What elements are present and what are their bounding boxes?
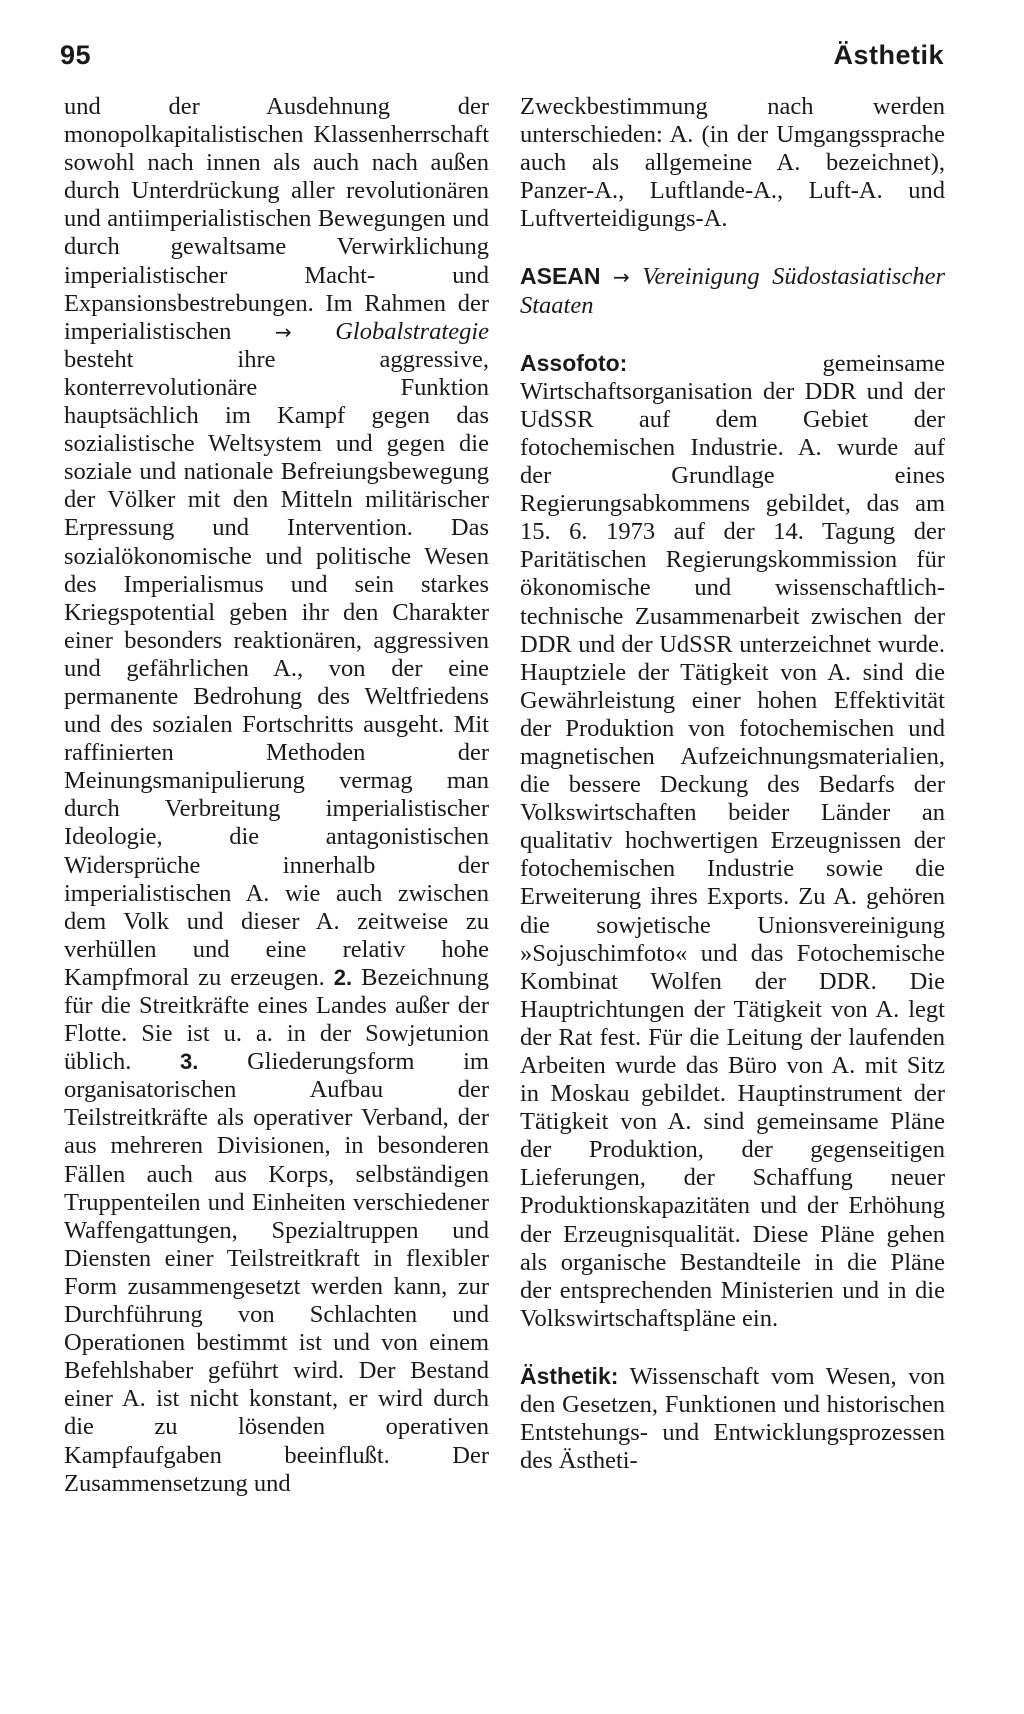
page-number: 95 — [60, 40, 92, 70]
entry-assofoto — [520, 349, 945, 1333]
headword-assofoto: Assofoto: — [520, 349, 628, 376]
armee-continuation: Zweckbestimmung nach werden unterschieden: A. (in der Umgangssprache auch als allgemeine A. bezeichnet), Panzer-A., Luftlande-A., Luft-A. und Luftverteidigungs-A. — [520, 93, 945, 233]
entry-asean — [520, 262, 945, 319]
sense-number-2: 2. — [333, 964, 353, 990]
right-column — [520, 93, 945, 1475]
armee-text-part-1: und der Ausdehnung der monopolkapitalistischen Klassenherrschaft sowohl nach innen als auch nach außen durch Unterdrückung aller revolutionären und antiimperialistischen Bewegungen und durch gewaltsame Verwirklichung imperialistischer Macht- und Expansionsbestrebungen. Im Rahmen der imperialistischen — [64, 93, 489, 345]
cross-reference-globalstrategie: Globalstrategie — [335, 317, 489, 345]
headword-aesthetik: Ästhetik: — [520, 1362, 619, 1389]
headword-asean: ASEAN — [520, 263, 601, 290]
cross-reference-arrow-icon: → — [274, 319, 292, 344]
assofoto-text: gemeinsame Wirtschaftsorganisation der DDR und der UdSSR auf dem Gebiet der fotochemischen Industrie. A. wurde auf der Grundlage eines Regierungsabkommens gebildet, das am 15. 6. 1973 auf der 14. Tagung der Paritätischen Regierungskommission für ökonomische und wissenschaftlich-technische Zusammenarbeit zwischen der DDR und der UdSSR unterzeichnet wurde. Hauptziele der Tätigkeit von A. sind die Gewährleistung einer hohen Effektivität der Produktion von fotochemischen und magnetischen Aufzeichnungsmaterialien, die bessere Deckung des Bedarfs der Volkswirtschaften beider Länder an qualitativ hochwertigen Erzeugnissen der fotochemischen Industrie sowie die Erweiterung ihres Exports. Zu A. gehören die sowjetische Unionsvereinigung »Sojuschimfoto« und das Fotochemische Kombinat Wolfen der DDR. Die Hauptrichtungen der Tätigkeit von A. legt der Rat fest. Für die Leitung der laufenden Arbeiten wurde das Büro von A. mit Sitz in Moskau gebildet. Hauptinstrument der Tätigkeit von A. sind gemeinsame Pläne der Produktion, der gegenseitigen Lieferungen, der Schaffung neuer Produktionskapazitäten und der Erhöhung der Erzeugnisqualität. Diese Pläne gehen als organische Bestandteile in die Pläne der entsprechenden Ministerien und in die Volkswirtschaftspläne ein. — [520, 349, 945, 1332]
entry-aesthetik — [520, 1362, 945, 1475]
armee-text-part-4: Gliederungsform im organisatorischen Aufbau der Teilstreitkräfte als operativer Verband, der aus mehreren Divisionen, in besonderen Fällen auch aus Korps, selbständigen Truppenteilen und Einheiten verschiedener Waffengattungen, Spezialtruppen und Diensten einer Teilstreitkraft in flexibler Form zusammengesetzt werden kann, zur Durchführung von Schlachten und Operationen bestimmt ist und von einem Befehlshaber geführt wird. Der Bestand einer A. ist nicht konstant, er wird durch die zu lösenden operativen Kampfaufgaben beeinflußt. Der Zusammensetzung und — [64, 1048, 489, 1497]
left-column — [64, 93, 489, 1498]
cross-reference-vereinigung: Vereinigung Südostasiatischer Staaten — [520, 263, 945, 319]
armee-text-part-2: besteht ihre aggressive, konterrevolutionäre Funktion hauptsächlich im Kampf gegen das sozialistische Weltsystem und gegen die soziale und nationale Befreiungsbewegung der Völker mit den Mitteln militärischer Erpressung und Intervention. Das sozialökonomische und politische Wesen des Imperialismus und sein starkes Kriegspotential geben ihr den Charakter einer besonders reaktionären, aggressiven und gefährlichen A., von der eine permanente Bedrohung des Weltfriedens und des sozialen Fortschritts ausgeht. Mit raffinierten Methoden der Meinungsmanipulierung vermag man durch Verbreitung imperialistischer Ideologie, die antagonistischen Widersprüche innerhalb der imperialistischen A. wie auch zwischen dem Volk und dieser A. zeitweise zu verhüllen und eine relativ hohe Kampfmoral zu erzeugen. — [64, 345, 489, 991]
entry-continuation-armee — [64, 93, 489, 1498]
sense-number-3: 3. — [180, 1049, 199, 1075]
aesthetik-text: Wissenschaft vom Wesen, von den Gesetzen, Funktionen und historischen Entstehungs- und Entwicklungsprozessen des Ästheti- — [520, 1362, 945, 1475]
cross-reference-arrow-icon: → — [612, 265, 630, 290]
armee-text-part-3: Bezeichnung für die Streitkräfte eines Landes außer der Flotte. Sie ist u. a. in der Sowjetunion üblich. — [64, 963, 490, 1076]
running-title: Ästhetik — [833, 40, 944, 70]
